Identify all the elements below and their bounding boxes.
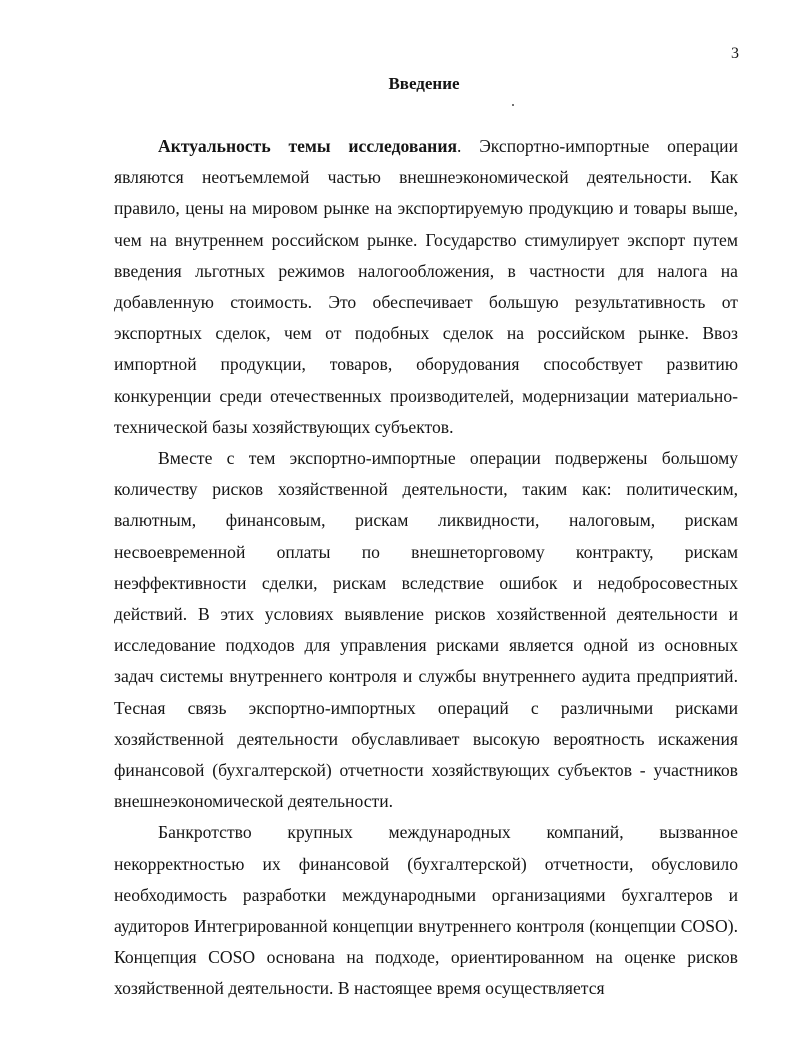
paragraph-text: Банкротство крупных международных компаний, вызванное некорректностью их финансовой (бухгалтерской) отчетности, обусловило необходимость разработки международными организациями бухгалтеров и аудиторов Интегрированной концепции внутреннего контроля (концепции COSO). Концепция COSO основана на подходе, ориентированном на оценке рисков хозяйственной деятельности. В настоящее время осуществляется <box>114 822 738 999</box>
page-title: Введение <box>388 74 460 93</box>
paragraph-text: . Экспортно-импортные операции являются неотъемлемой частью внешнеэкономической деятельности. Как правило, цены на мировом рынке на экспортируемую продукцию и товары выше, чем на внутреннем российском рынке. Государство стимулирует экспорт путем введения льготных режимов налогообложения, в частности для налога на добавленную стоимость. Это обеспечивает большую результативность от экспортных сделок, чем от подобных сделок на российском рынке. Ввоз импортной продукции, товаров, оборудования способствует развитию конкуренции среди отечественных производителей, модернизации материально-технической базы хозяйствующих субъектов. <box>114 136 739 437</box>
page-number: 3 <box>731 45 739 62</box>
paragraph-coso <box>114 817 738 1004</box>
paragraph-relevance <box>114 131 738 443</box>
paragraph-text: Вместе с тем экспортно-импортные операции подвержены большому количеству рисков хозяйственной деятельности, таким как: политическим, валютным, финансовым, рискам ликвидности, налоговым, рискам несвоевременной оплаты по внешнеторговому контракту, рискам неэффективности сделки, рискам вследствие ошибок и недобросовестных действий. В этих условиях выявление рисков хозяйственной деятельности и исследование подходов для управления рисками является одной из основных задач системы внутреннего контроля и службы внутреннего аудита предприятий. Тесная связь экспортно-импортных операций с различными рисками хозяйственной деятельности обуславливает высокую вероятность искажения финансовой (бухгалтерской) отчетности хозяйствующих субъектов - участников внешнеэкономической деятельности. <box>114 448 738 812</box>
relevance-lead: Актуальность темы исследования <box>158 136 457 156</box>
document-body <box>114 131 738 1005</box>
scan-speck <box>512 104 514 106</box>
paragraph-risks <box>114 443 738 817</box>
